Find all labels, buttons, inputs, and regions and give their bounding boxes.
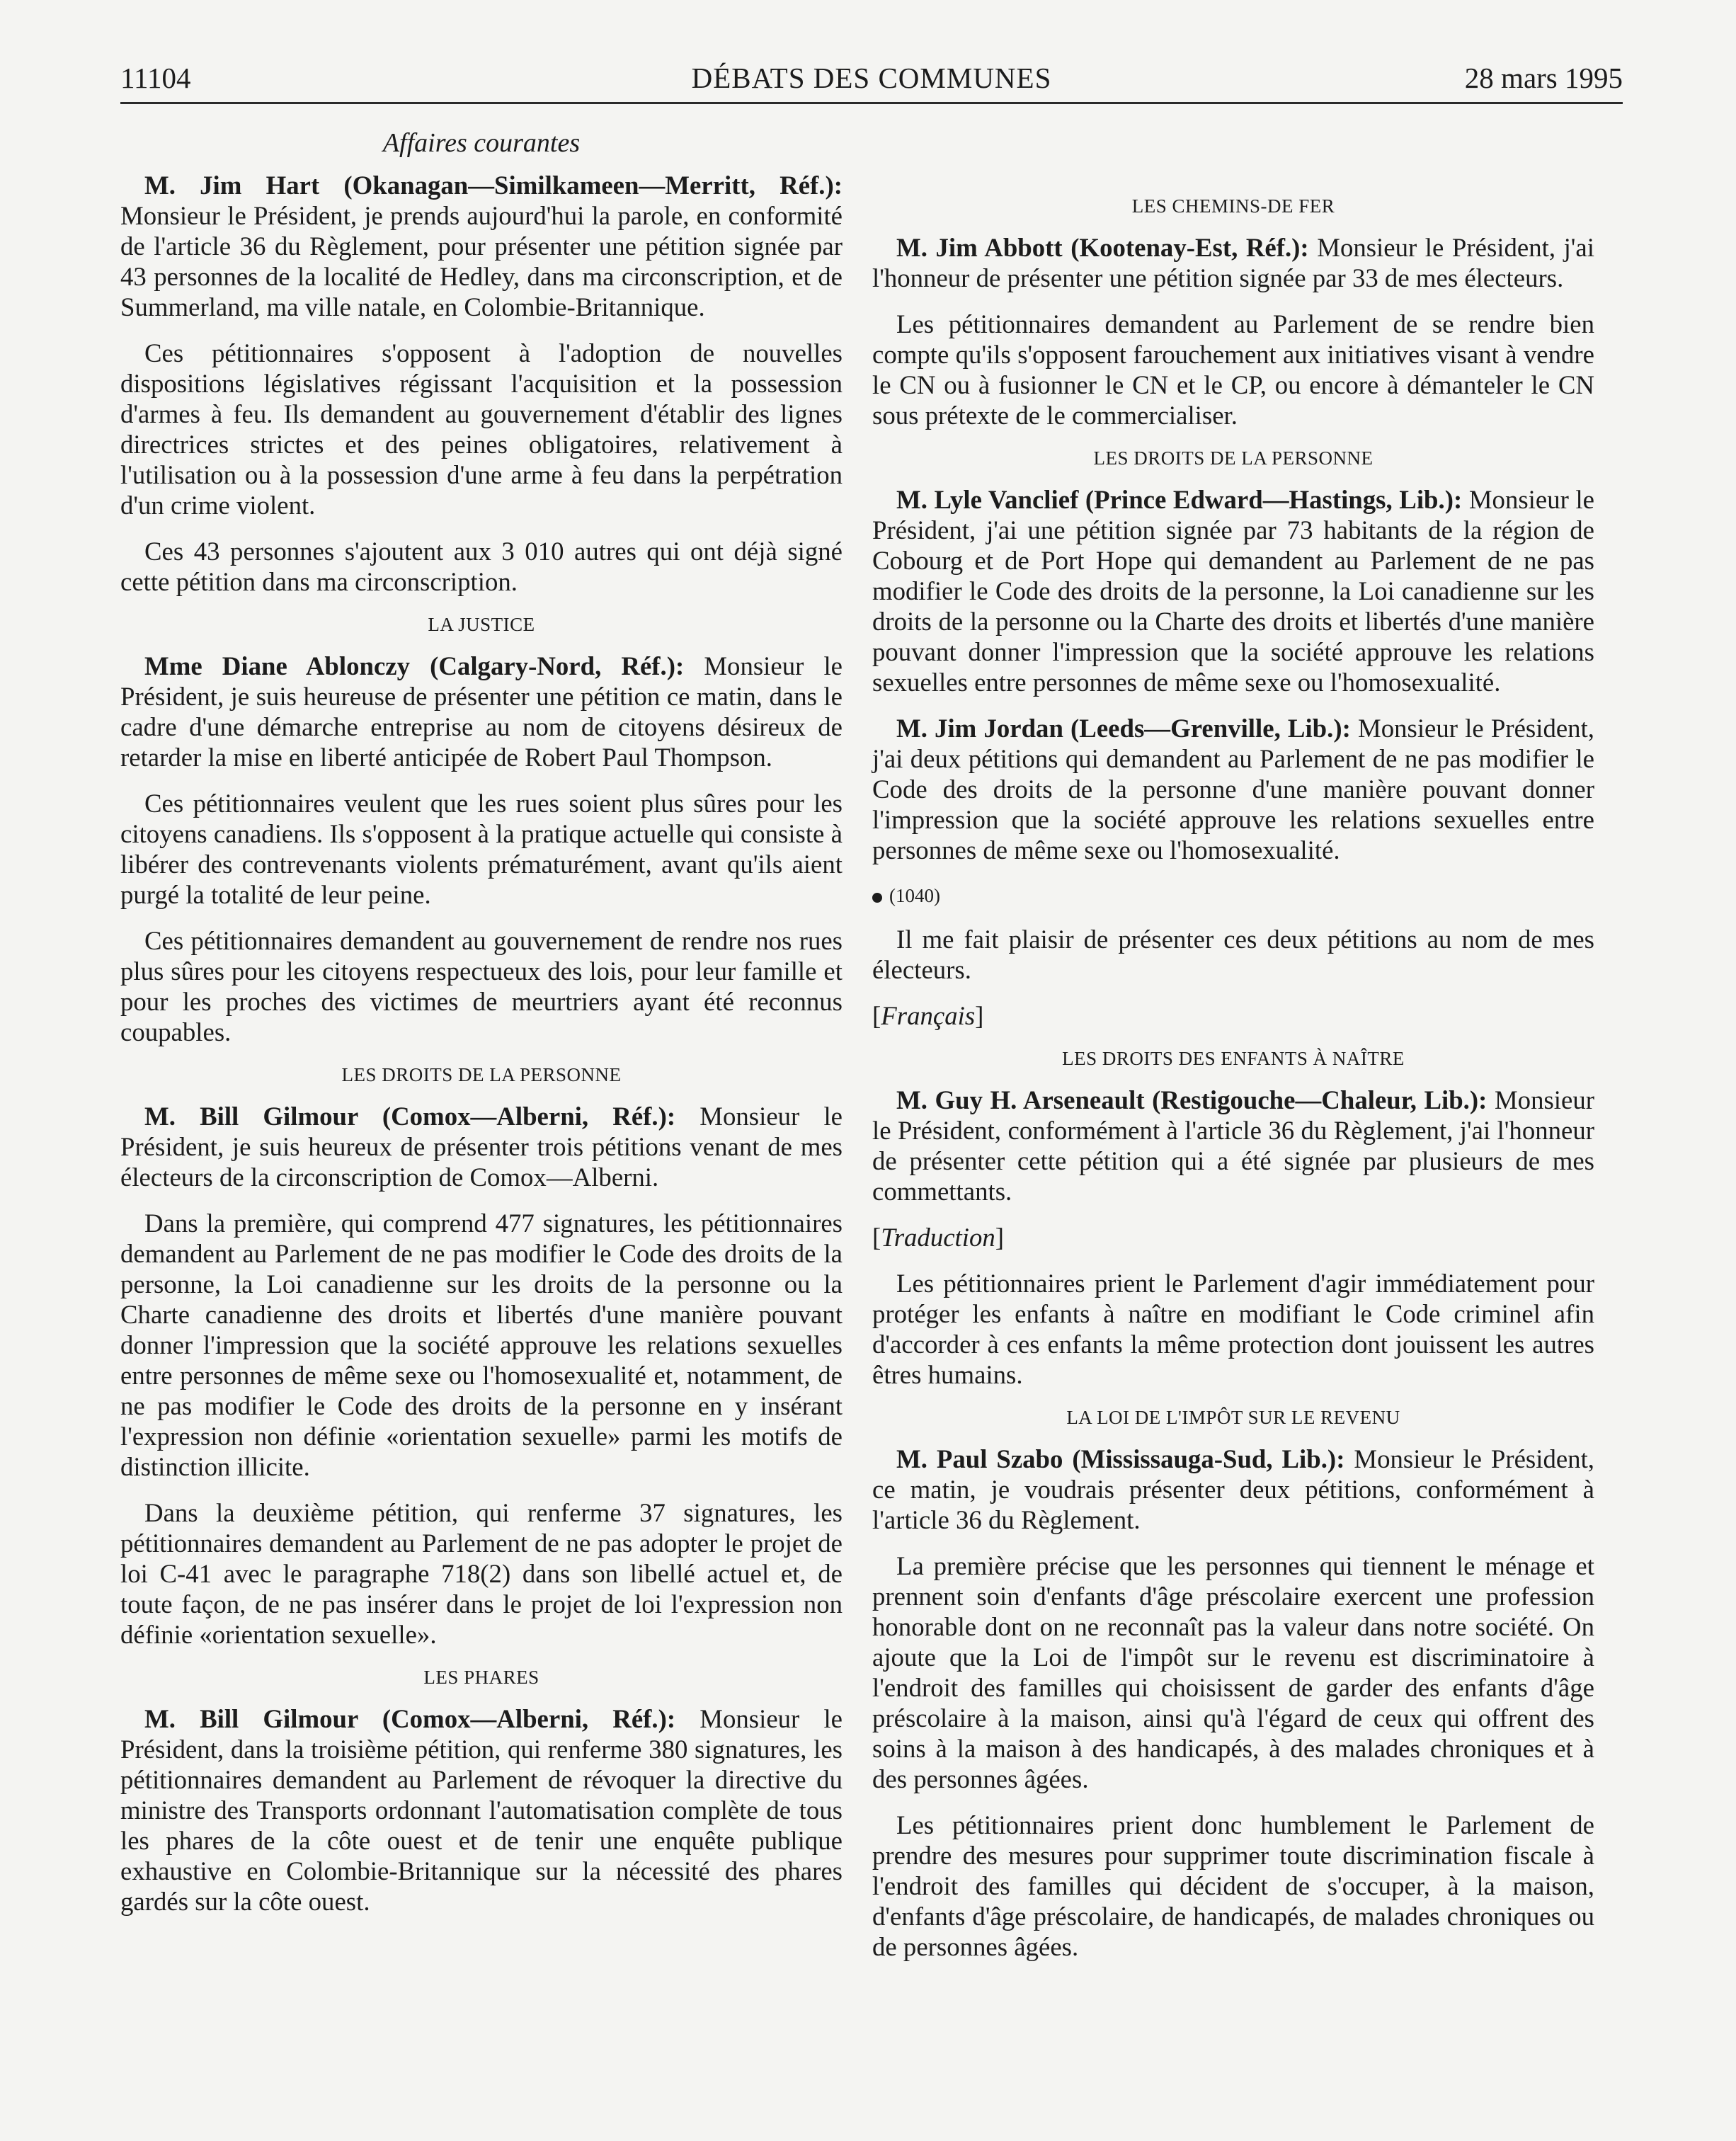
language-tag-text: Traduction xyxy=(881,1223,995,1252)
paragraph: Ces 43 personnes s'ajoutent aux 3 010 autres qui ont déjà signé cette pétition dans ma circonscription. xyxy=(120,537,843,596)
paragraph: Ces pétitionnaires s'opposent à l'adoption de nouvelles dispositions législatives régissant l'acquisition et la possession d'armes à feu. Ils demandent au gouvernement d'établir des lignes directrices strictes et des peines obligatoires, relativement à l'utilisation ou à la possession d'une arme à feu dans la perpétration d'un crime violent. xyxy=(120,338,843,520)
language-tag: [Traduction] xyxy=(872,1223,1005,1252)
paragraph xyxy=(120,1703,843,1917)
timestamp xyxy=(872,881,1594,911)
speech: Monsieur le Président, dans la troisième pétition, qui renferme 380 signatures, les pétitionnaires demandent au Parlement de révoquer la directive du ministre des Transports ordonnant l'automatisation complète de tous les phares de la côte ouest et de tenir une enquête publique exhaustive en Colombie-Britannique sur la nécessité des phares gardés sur la côte ouest. xyxy=(120,1704,843,1916)
paragraph: Les pétitionnaires demandent au Parlement de se rendre bien compte qu'ils s'opposent farouchement aux initiatives visant à vendre le CN ou à fusionner le CN et le CP, ou encore à démanteler le CN sous prétexte de le commercialiser. xyxy=(872,309,1594,430)
section-heading: LES CHEMINS-DE FER xyxy=(1131,195,1335,217)
right-column xyxy=(872,185,1594,1977)
issue-date: 28 mars 1995 xyxy=(1464,62,1623,94)
speech: Monsieur le Président, j'ai une pétition signée par 73 habitants de la région de Cobourg et de Port Hope qui demandent au Parlement de ne pas modifier le Code des droits de la personne, la Loi canadienne sur les droits de la personne ou la Charte des droits et libertés d'une manière pouvant donner l'impression que la société approuve les relations sexuelles entre personnes de même sexe ou l'homosexualité. xyxy=(872,485,1595,697)
section-heading: LES DROITS DE LA PERSONNE xyxy=(1093,447,1374,469)
section-heading: LA LOI DE L'IMPÔT SUR LE REVENU xyxy=(1066,1407,1400,1428)
speech: Monsieur le Président, je suis heureuse de présenter une pétition ce matin, dans le cadre d'une démarche entreprise au nom de citoyens désireux de retarder la mise en liberté anticipée de Robert Paul Thompson. xyxy=(120,651,843,772)
speaker: M. Lyle Vanclief (Prince Edward—Hastings, Lib.): xyxy=(896,485,1463,514)
publication-title: DÉBATS DES COMMUNES xyxy=(691,62,1052,94)
paragraph xyxy=(872,713,1594,865)
speaker: M. Jim Jordan (Leeds—Grenville, Lib.): xyxy=(896,714,1351,743)
paragraph xyxy=(872,1085,1594,1206)
section-heading: LES DROITS DE LA PERSONNE xyxy=(341,1064,622,1085)
paragraph: Ces pétitionnaires veulent que les rues soient plus sûres pour les citoyens canadiens. Ils s'opposent à la pratique actuelle qui consiste à libérer des contrevenants violents prématurément, avant qu'ils aient purgé la totalité de leur peine. xyxy=(120,789,843,909)
paragraph xyxy=(872,1444,1594,1535)
section-heading: LES PHARES xyxy=(423,1667,539,1688)
bullet-icon xyxy=(872,893,882,903)
speech: Monsieur le Président, j'ai l'honneur de présenter une pétition signée par 33 de mes électeurs. xyxy=(872,233,1594,292)
paragraph: Dans la première, qui comprend 477 signatures, les pétitionnaires demandent au Parlement de ne pas modifier le Code des droits de la personne, la Loi canadienne sur les droits de la personne ou la Charte canadienne des droits et libertés d'une manière pouvant donner l'impression que la société approuve les relations sexuelles entre personnes de même sexe ou l'homosexualité et, notamment, de ne pas modifier le Code des droits de la personne en y insérant l'expression non définie «orientation sexuelle» parmi les motifs de distinction illicite. xyxy=(120,1209,843,1481)
paragraph xyxy=(120,170,843,322)
speech: Monsieur le Président, j'ai deux pétitions qui demandent au Parlement de ne pas modifier le Code des droits de la personne d'une manière pouvant donner l'impression que la société approuve les relations sexuelles entre personnes de même sexe ou l'homosexualité. xyxy=(872,714,1594,864)
paragraph xyxy=(120,1101,843,1192)
section-heading: LES DROITS DES ENFANTS À NAÎTRE xyxy=(1062,1048,1405,1069)
paragraph xyxy=(872,484,1594,697)
rubric: Affaires courantes xyxy=(382,128,581,158)
language-tag-text: Français xyxy=(881,1001,976,1030)
paragraph: Les pétitionnaires prient le Parlement d'agir immédiatement pour protéger les enfants à naître en modifiant le Code criminel afin d'accorder à ces enfants la même protection dont jouissent les autres êtres humains. xyxy=(872,1269,1594,1389)
speaker: M. Bill Gilmour (Comox—Alberni, Réf.): xyxy=(144,1704,676,1733)
speaker: M. Jim Abbott (Kootenay-Est, Réf.): xyxy=(896,233,1309,262)
paragraph: Les pétitionnaires prient donc humblement le Parlement de prendre des mesures pour supprimer toute discrimination fiscale à l'endroit des familles qui décident de s'occuper, à la maison, d'enfants d'âge préscolaire, de handicapés, de malades chroniques ou de personnes âgées. xyxy=(872,1810,1594,1961)
paragraph: Il me fait plaisir de présenter ces deux pétitions au nom de mes électeurs. xyxy=(872,925,1594,984)
speaker: M. Guy H. Arseneault (Restigouche—Chaleur, Lib.): xyxy=(896,1085,1487,1114)
paragraph: Ces pétitionnaires demandent au gouvernement de rendre nos rues plus sûres pour les citoyens respectueux des lois, pour leur famille et pour les proches des victimes de meurtriers ayant été reconnus coupables. xyxy=(120,926,843,1046)
page-number: 11104 xyxy=(120,62,191,94)
speech: Monsieur le Président, ce matin, je voudrais présenter deux pétitions, conformément à l'article 36 du Règlement. xyxy=(872,1444,1594,1534)
paragraph xyxy=(120,651,843,772)
speech: Monsieur le Président, je suis heureux de présenter trois pétitions venant de mes électeurs de la circonscription de Comox—Alberni. xyxy=(120,1102,843,1192)
running-header xyxy=(120,59,1623,104)
paragraph: Dans la deuxième pétition, qui renferme 37 signatures, les pétitionnaires demandent au Parlement de ne pas adopter le projet de loi C-41 avec le paragraphe 718(2) dans son libellé actuel et, de toute façon, de ne pas insérer dans le projet de loi l'expression non définie «orientation sexuelle». xyxy=(120,1498,843,1649)
speaker: M. Bill Gilmour (Comox—Alberni, Réf.): xyxy=(144,1102,676,1131)
speech: Monsieur le Président, conformément à l'article 36 du Règlement, j'ai l'honneur de présenter cette pétition qui a été signée par plusieurs de mes commettants. xyxy=(872,1085,1594,1206)
speaker: Mme Diane Ablonczy (Calgary-Nord, Réf.): xyxy=(144,651,685,680)
speaker: M. Jim Hart (Okanagan—Similkameen—Merritt, Réf.): xyxy=(144,171,843,200)
left-column xyxy=(120,170,843,1932)
speaker: M. Paul Szabo (Mississauga-Sud, Lib.): xyxy=(896,1444,1345,1473)
paragraph: La première précise que les personnes qui tiennent le ménage et prennent soin d'enfants d'âge préscolaire exercent une profession honorable dont on ne reconnaît pas la valeur dans notre société. On ajoute que la Loi de l'impôt sur le revenu est discriminatoire à l'endroit des familles qui choisissent de garder des enfants d'âge préscolaire à la maison, ainsi qu'à l'égard de ceux qui offrent des soins à la maison à des handicapés, à des malades chroniques et à des personnes âgées. xyxy=(872,1551,1594,1793)
timestamp-text: (1040) xyxy=(889,885,940,906)
section-heading: LA JUSTICE xyxy=(428,614,535,635)
paragraph xyxy=(872,232,1594,293)
language-tag: [Français] xyxy=(872,1001,984,1030)
speech: Monsieur le Président, je prends aujourd'hui la parole, en conformité de l'article 36 du Règlement, pour présenter une pétition signée par 43 personnes de la localité de Hedley, dans ma circonscription, et de Summerland, ma ville natale, en Colombie-Britannique. xyxy=(120,201,843,321)
